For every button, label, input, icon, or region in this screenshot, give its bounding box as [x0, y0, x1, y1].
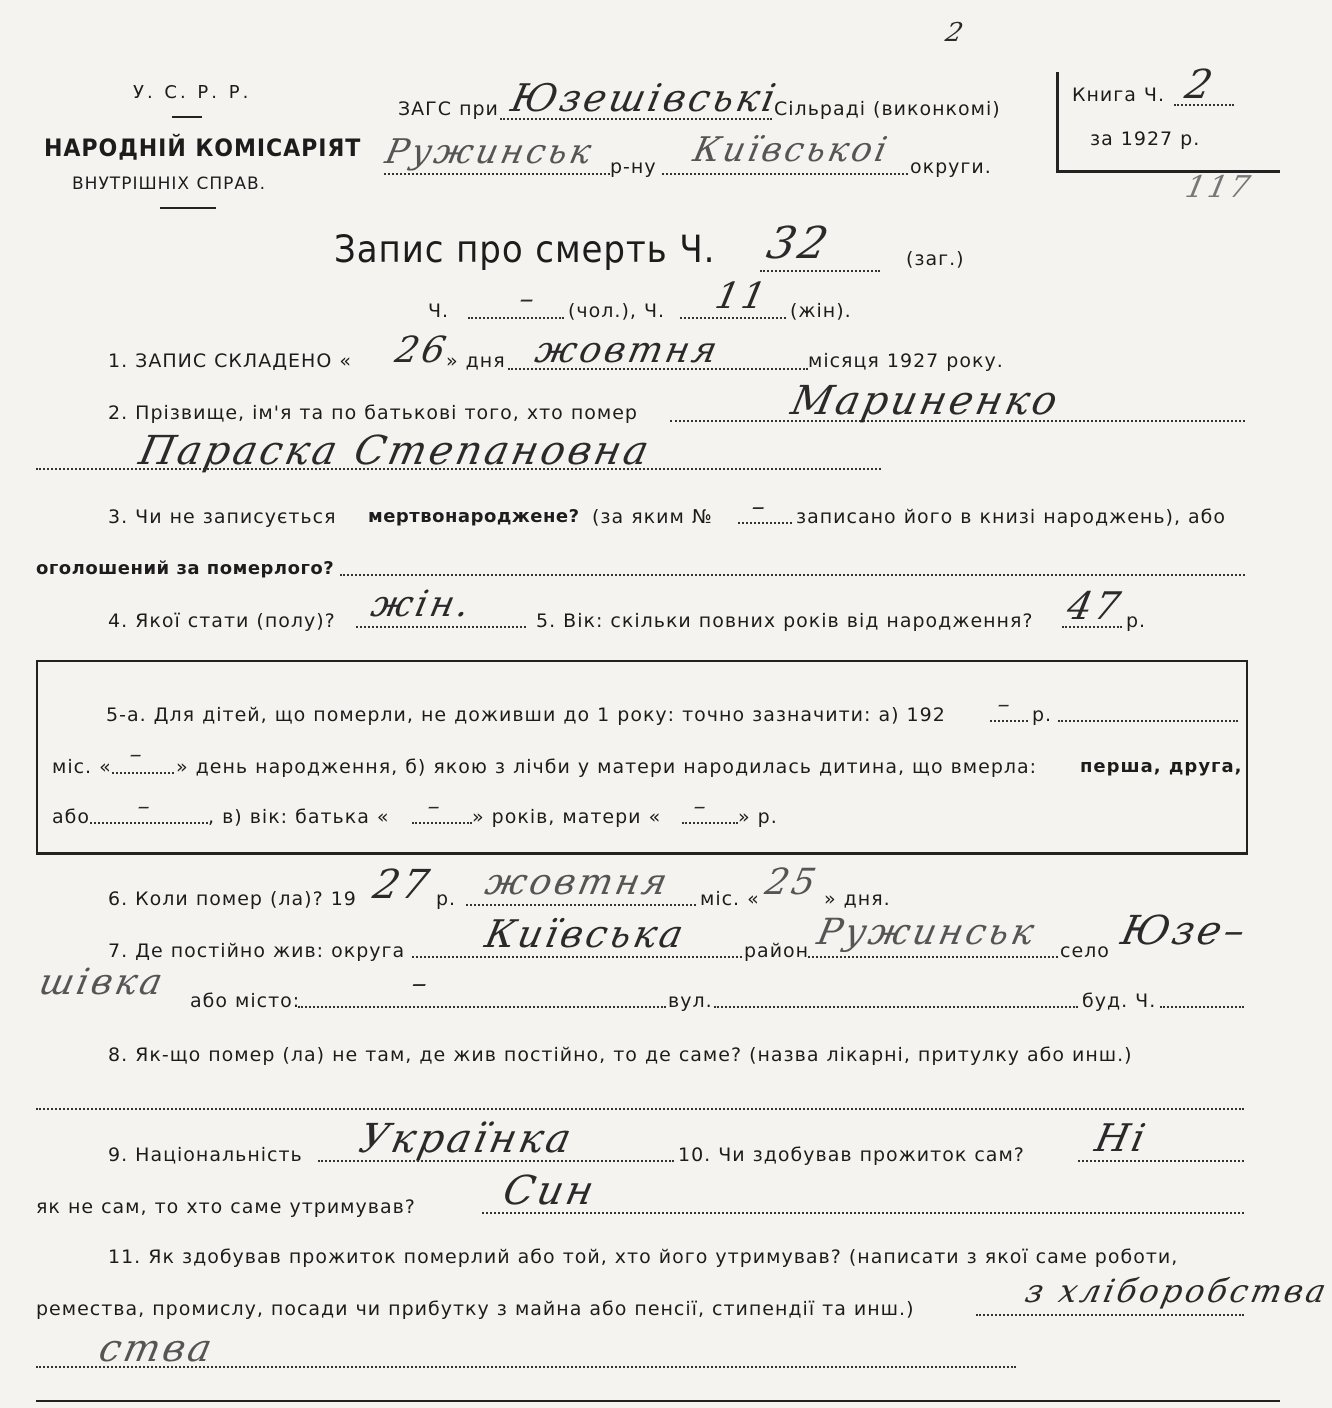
- top-mark: 2: [942, 18, 969, 48]
- f7-village-value-b: шівка: [35, 962, 169, 1003]
- f5a-mother-line: [682, 822, 738, 824]
- book-year: за 1927 р.: [1090, 128, 1201, 150]
- f5a-mother-value: –: [691, 792, 712, 820]
- record-title-suffix: (заг.): [906, 248, 965, 270]
- commissariat-label: НАРОДНІЙ КОМІСАРІЯТ: [44, 134, 362, 162]
- f10-line: [1078, 1160, 1244, 1162]
- book-box-left: [1056, 72, 1059, 172]
- f11-value-line: [976, 1314, 1244, 1316]
- f10-label: 10. Чи здобував прожиток сам?: [678, 1144, 1025, 1166]
- record-number-line: [760, 270, 880, 272]
- f10-line-b: [482, 1212, 1244, 1214]
- f7-okruga-value: Київська: [481, 912, 691, 956]
- f11-line1: 11. Як здобував прожиток померлий або той, хто його утримував? (написати з якої саме роботи,: [108, 1246, 1179, 1268]
- f5a-line2-a: міс. «: [52, 756, 112, 778]
- f7-city-line: [298, 1006, 666, 1008]
- bottom-rule: [36, 1400, 1280, 1402]
- f11-line2: ремества, промислу, посади чи прибутку з майна або пенсії, стипендії та инш.): [36, 1298, 915, 1320]
- f10-value: Ні: [1091, 1116, 1152, 1160]
- f7-label-a: 7. Де постійно жив: округа: [108, 940, 406, 962]
- f9-label: 9. Національність: [108, 1144, 303, 1166]
- f5-unit: р.: [1126, 610, 1147, 632]
- record-number-value: 32: [762, 218, 836, 269]
- f7-street-line: [714, 1006, 1078, 1008]
- f5a-line2-b: » день народження, б) якою з лічби у матери народилась дитина, що вмерла:: [176, 756, 1038, 778]
- f2-label: 2. Прізвище, ім'я та по батькові того, хто помер: [108, 402, 638, 424]
- rayon-label: р-ну: [610, 156, 657, 178]
- book-number-value: 2: [1181, 62, 1220, 108]
- f1-prefix: 1. ЗАПИС СКЛАДЕНО «: [108, 350, 352, 372]
- female-count-line: [680, 317, 786, 319]
- f1-suffix: місяця 1927 року.: [808, 350, 1004, 372]
- f8-label: 8. Як-що помер (ла) не там, де жив постійно, то де саме? (назва лікарні, притулку або инш.): [108, 1044, 1133, 1066]
- f5a-year-value: –: [995, 690, 1016, 718]
- header-divider-2: [160, 207, 216, 209]
- count-ch-label: Ч.: [428, 300, 450, 322]
- f6-year-value: 27: [369, 862, 436, 908]
- f7-label-e: вул.: [668, 990, 713, 1012]
- department-label: ВНУТРІШНІХ СПРАВ.: [72, 174, 267, 194]
- okruga-label: округи.: [910, 156, 992, 178]
- f5a-line3-d: » р.: [738, 806, 778, 828]
- rayon-value: Ружинськ: [381, 132, 598, 172]
- f2-name-value: Параска Степановна: [135, 428, 656, 474]
- male-count-line: [468, 317, 564, 319]
- f5a-order-value: –: [135, 792, 156, 820]
- f3-line: [340, 574, 1245, 576]
- f3-label-bold: мертвонароджене?: [368, 506, 580, 527]
- f2-surname-value: Мариненко: [787, 378, 1065, 424]
- book-label: Книга Ч.: [1072, 84, 1165, 106]
- f5a-father-line: [412, 822, 472, 824]
- f5a-year-line: [990, 720, 1028, 722]
- zags-village-value: Юзешівські: [507, 76, 783, 120]
- f6-label-d: » дня.: [824, 888, 891, 910]
- f4-value: жін.: [367, 584, 476, 625]
- female-count-value: 11: [711, 276, 773, 317]
- f3-label-d: оголошений за померлого?: [36, 558, 335, 579]
- f5a-line3-b: , в) вік: батька «: [208, 806, 390, 828]
- f7-label-f: буд. Ч.: [1082, 990, 1157, 1012]
- f7-label-b: район: [744, 940, 810, 962]
- f6-day-value: 25: [761, 862, 823, 903]
- f6-month-value: жовтня: [481, 862, 674, 903]
- f7-rayon-line: [808, 956, 1058, 958]
- f7-label-d: або місто:: [190, 990, 301, 1012]
- zags-suffix: Сільраді (виконкомі): [774, 98, 1001, 120]
- f4-line: [356, 626, 526, 628]
- f3-number-value: –: [748, 492, 772, 522]
- f7-okruga-line: [412, 956, 742, 958]
- f5a-line3-a: або: [52, 806, 90, 828]
- f5a-father-value: –: [425, 792, 446, 820]
- f4-label: 4. Якої стати (полу)?: [108, 610, 336, 632]
- f5a-month-value: –: [127, 740, 148, 768]
- okruga-line: [662, 173, 908, 175]
- f5a-year-tail: [1058, 720, 1238, 722]
- ussr-label: У. С. Р. Р.: [133, 82, 252, 103]
- f5a-month-line: [112, 772, 174, 774]
- f1-mid: » дня: [446, 350, 506, 372]
- f8-line: [36, 1108, 1244, 1110]
- f7-house-line: [1160, 1006, 1244, 1008]
- f5a-line1: 5-а. Для дітей, що померли, не доживши до 1 року: точно зазначити: а) 192: [106, 704, 946, 726]
- f6-label-a: 6. Коли помер (ла)? 19: [108, 888, 357, 910]
- rayon-line: [384, 173, 610, 175]
- f7-city-value: –: [408, 966, 434, 1001]
- f6-month-line: [466, 904, 696, 906]
- f3-number-line: [738, 522, 792, 524]
- zags-prefix: ЗАГС при: [398, 98, 499, 120]
- record-title: Запис про смерть Ч.: [334, 228, 716, 271]
- okruga-value: Київськоі: [689, 130, 894, 170]
- f5-value: 47: [1063, 584, 1128, 628]
- f3-label-c: записано його в книзі народжень), або: [796, 506, 1227, 528]
- f11-value-b: ства: [95, 1326, 219, 1370]
- f7-rayon-value: Ружинськ: [813, 912, 1041, 953]
- f10-value-b: Син: [499, 1168, 601, 1214]
- f7-label-c: село: [1060, 940, 1110, 962]
- corner-mark: 117: [1182, 170, 1256, 205]
- f5a-year-unit: р.: [1032, 704, 1053, 726]
- f11-value-a: з хліборобства: [1021, 1272, 1332, 1310]
- header-divider: [172, 116, 202, 118]
- f10-label-b: як не сам, то хто саме утримував?: [36, 1196, 416, 1218]
- male-count-label: (чол.), Ч.: [568, 300, 666, 322]
- f5a-order-line: [90, 822, 208, 824]
- f1-month-value: жовтня: [531, 330, 724, 371]
- female-count-label: (жін).: [790, 300, 852, 322]
- f3-label-a: 3. Чи не записується: [108, 506, 337, 528]
- f6-label-b: р.: [436, 888, 457, 910]
- f9-value: Українка: [355, 1116, 579, 1162]
- male-count-value: –: [516, 282, 541, 315]
- f3-label-b: (за яким №: [592, 506, 713, 528]
- f5-label: 5. Вік: скільки повних років від народження?: [536, 610, 1034, 632]
- f1-day-value: 26: [391, 330, 453, 371]
- f6-label-c: міс. «: [700, 888, 760, 910]
- f5a-line2-bold: перша, друга,: [1080, 756, 1243, 777]
- f7-village-value-a: Юзе–: [1117, 908, 1253, 954]
- f5a-line3-c: » років, матери «: [472, 806, 662, 828]
